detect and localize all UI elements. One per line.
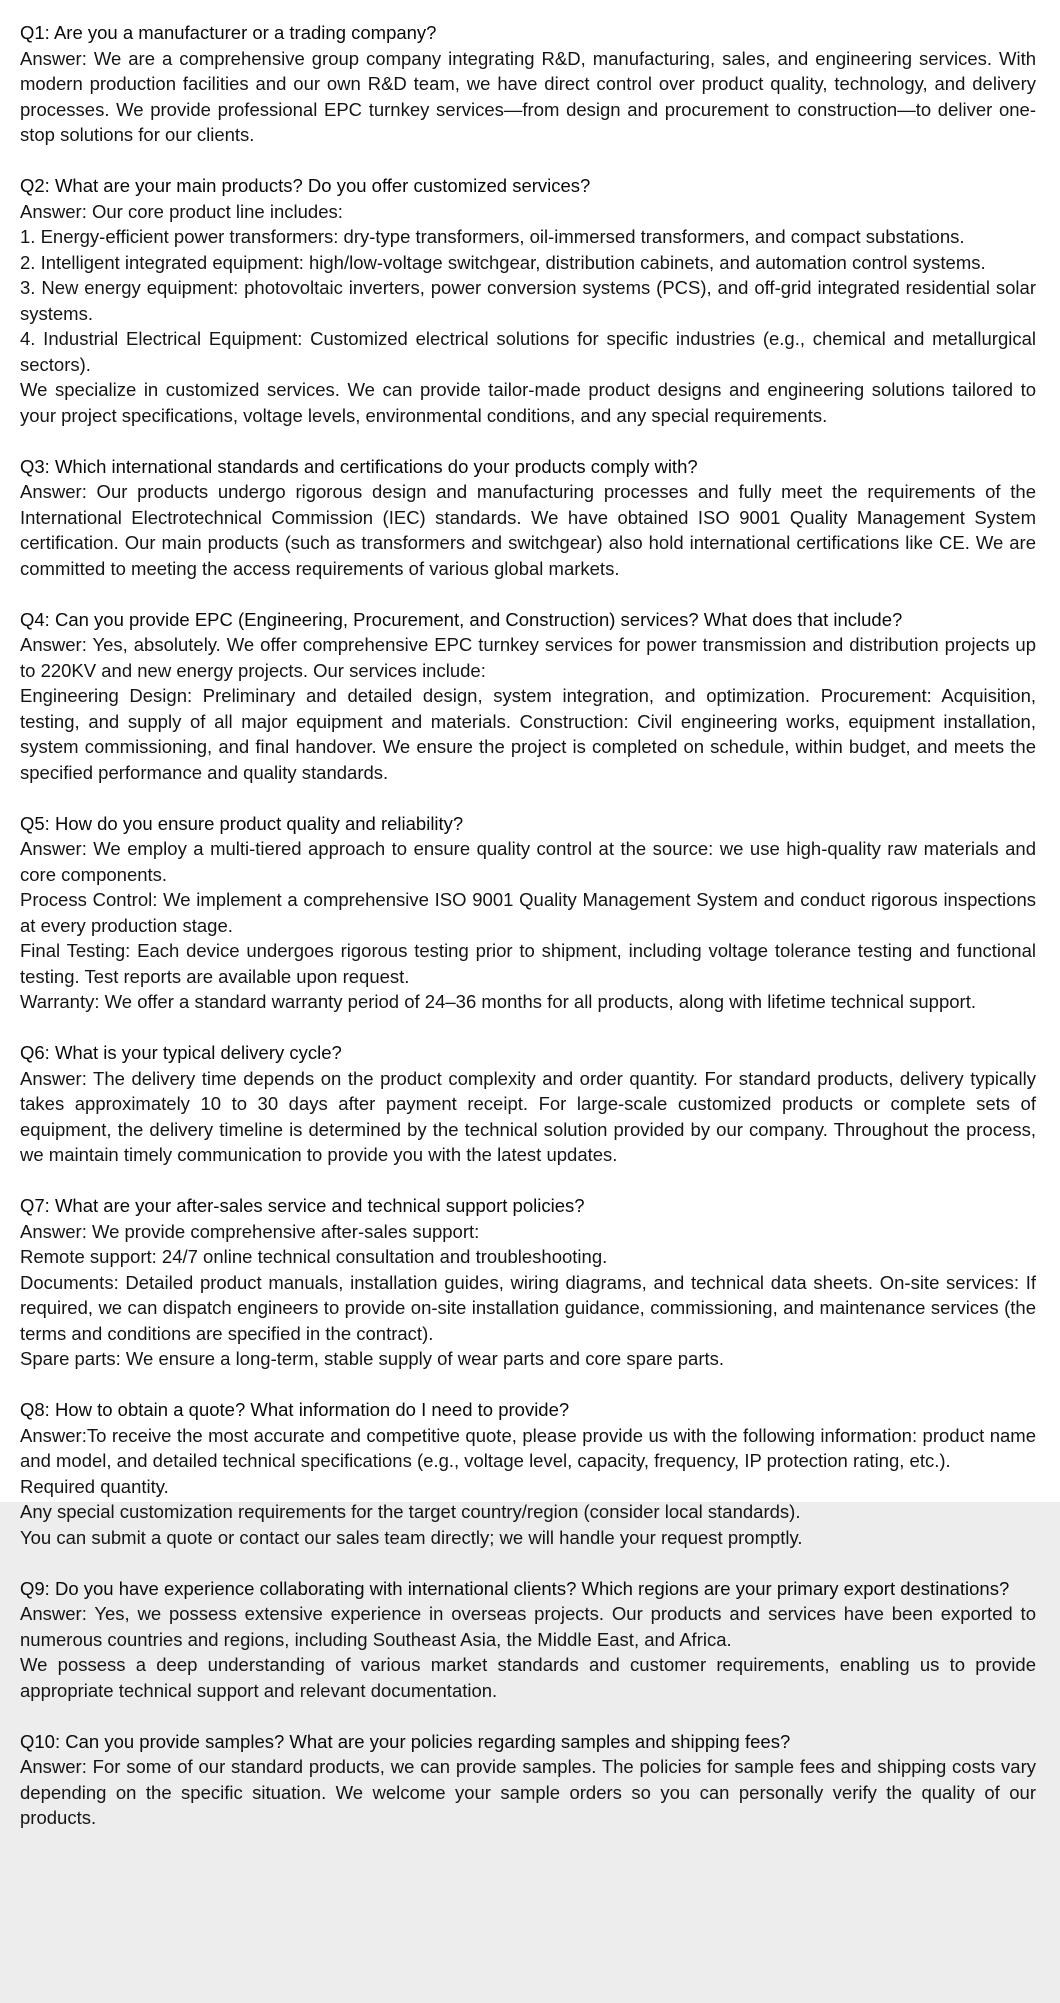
faq-question: Q4: Can you provide EPC (Engineering, Procurement, and Construction) services? What does that include? [20,608,903,630]
faq-answer-paragraph: Remote support: 24/7 online technical consultation and troubleshooting. [20,1246,608,1267]
faq-answer-paragraph: Warranty: We offer a standard warranty period of 24–36 months for all products, along with lifetime technical support. [20,991,976,1012]
faq-item [20,1193,1036,1372]
faq-item [20,1576,1036,1704]
faq-answer-paragraph: We specialize in customized services. We can provide tailor-made product designs and engineering solutions tailored to your project specifications, voltage levels, environmental conditions, and any special requirements. [20,379,1036,426]
faq-answer-paragraph: 3. New energy equipment: photovoltaic inverters, power conversion systems (PCS), and off-grid integrated residential solar systems. [20,277,1036,324]
faq-question: Q7: What are your after-sales service and technical support policies? [20,1195,585,1216]
faq-question: Q8: How to obtain a quote? What information do I need to provide? [20,1399,570,1420]
faq-answer-paragraph: Any special customization requirements for the target country/region (consider local standards). [20,1501,801,1522]
faq-answer-paragraph: Engineering Design: Preliminary and detailed design, system integration, and optimization. Procurement: Acquisition, testing, and supply of all major equipment and materials. Construction: Civil engineering works, equipment installation, system commissioning, and final handover. We ensure the project is completed on schedule, within budget, and meets the specified performance and quality standards. [20,685,1036,783]
faq-answer-paragraph: Spare parts: We ensure a long-term, stable supply of wear parts and core spare parts. [20,1348,725,1369]
faq-answer: Answer: We are a comprehensive group company integrating R&D, manufacturing, sales, and engineering services. With modern production facilities and our own R&D team, we have direct control over product quality, technology, and delivery processes. We provide professional EPC turnkey services—from design and procurement to construction—to deliver one-stop solutions for our clients. [20,47,1036,145]
faq-item [20,811,1036,1015]
faq-answer-paragraph: You can submit a quote or contact our sales team directly; we will handle your request promptly. [20,1526,803,1548]
faq-item [20,173,1036,428]
faq-answer-paragraph: Documents: Detailed product manuals, installation guides, wiring diagrams, and technical data sheets. On-site services: If required, we can dispatch engineers to provide on-site installation guidance, commissioning, and maintenance services (the terms and conditions are specified in the contract). [20,1271,1036,1344]
faq-answer-paragraph: 1. Energy-efficient power transformers: dry-type transformers, oil-immersed transformers, and compact substations. [20,226,965,247]
faq-list [20,20,1036,1856]
faq-item [20,1040,1036,1168]
faq-answer: Answer: We provide comprehensive after-sales support: [20,1220,480,1242]
faq-item [20,1397,1036,1550]
faq-question: Q5: How do you ensure product quality and reliability? [20,812,464,834]
faq-question: Q2: What are your main products? Do you offer customized services? [20,175,591,196]
faq-item [20,1729,1036,1831]
faq-answer: Answer: For some of our standard products, we can provide samples. The policies for sample fees and shipping costs vary depending on the specific situation. We welcome your sample orders so you can personally verify the quality of our products. [20,1756,1036,1828]
faq-answer-paragraph: We possess a deep understanding of various market standards and customer requirements, enabling us to provide appropriate technical support and relevant documentation. [20,1654,1036,1701]
faq-question: Q3: Which international standards and certifications do your products comply with? [20,455,698,477]
faq-item [20,454,1036,582]
faq-question: Q10: Can you provide samples? What are your policies regarding samples and shipping fees? [20,1730,791,1752]
faq-answer: Answer: Our core product line includes: [20,200,343,222]
faq-item [20,607,1036,786]
faq-item [20,20,1036,148]
faq-question: Q1: Are you a manufacturer or a trading company? [20,22,437,43]
faq-answer: Answer: Our products undergo rigorous design and manufacturing processes and fully meet the requirements of the International Electrotechnical Commission (IEC) standards. We have obtained ISO 9001 Quality Management System certification. Our main products (such as transformers and switchgear) also hold international certifications like CE. We are committed to meeting the access requirements of various global markets. [20,481,1036,579]
faq-answer-paragraph: Required quantity. [20,1475,169,1497]
faq-answer-paragraph: 4. Industrial Electrical Equipment: Customized electrical solutions for specific industries (e.g., chemical and metallurgical sectors). [20,328,1036,375]
faq-question: Q9: Do you have experience collaborating with international clients? Which regions are your primary export destinations? [20,1577,1010,1599]
faq-answer-paragraph: Process Control: We implement a comprehensive ISO 9001 Quality Management System and conduct rigorous inspections at every production stage. [20,889,1036,936]
faq-answer: Answer: The delivery time depends on the product complexity and order quantity. For standard products, delivery typically takes approximately 10 to 30 days after payment receipt. For large-scale customized products or complete sets of equipment, the delivery timeline is determined by the technical solution provided by our company. Throughout the process, we maintain timely communication to provide you with the latest updates. [20,1067,1036,1165]
faq-answer: Answer: Yes, absolutely. We offer comprehensive EPC turnkey services for power transmission and distribution projects up to 220KV and new energy projects. Our services include: [20,634,1036,681]
faq-question: Q6: What is your typical delivery cycle? [20,1042,342,1063]
faq-answer: Answer: Yes, we possess extensive experience in overseas projects. Our products and services have been exported to numerous countries and regions, including Southeast Asia, the Middle East, and Africa. [20,1603,1036,1650]
faq-answer: Answer:To receive the most accurate and competitive quote, please provide us with the following information: product name and model, and detailed technical specifications (e.g., voltage level, capacity, frequency, IP protection rating, etc.). [20,1424,1036,1471]
faq-answer-paragraph: 2. Intelligent integrated equipment: high/low-voltage switchgear, distribution cabinets, and automation control systems. [20,251,986,273]
faq-answer: Answer: We employ a multi-tiered approach to ensure quality control at the source: we use high-quality raw materials and core components. [20,838,1036,885]
faq-answer-paragraph: Final Testing: Each device undergoes rigorous testing prior to shipment, including voltage tolerance testing and functional testing. Test reports are available upon request. [20,940,1036,987]
